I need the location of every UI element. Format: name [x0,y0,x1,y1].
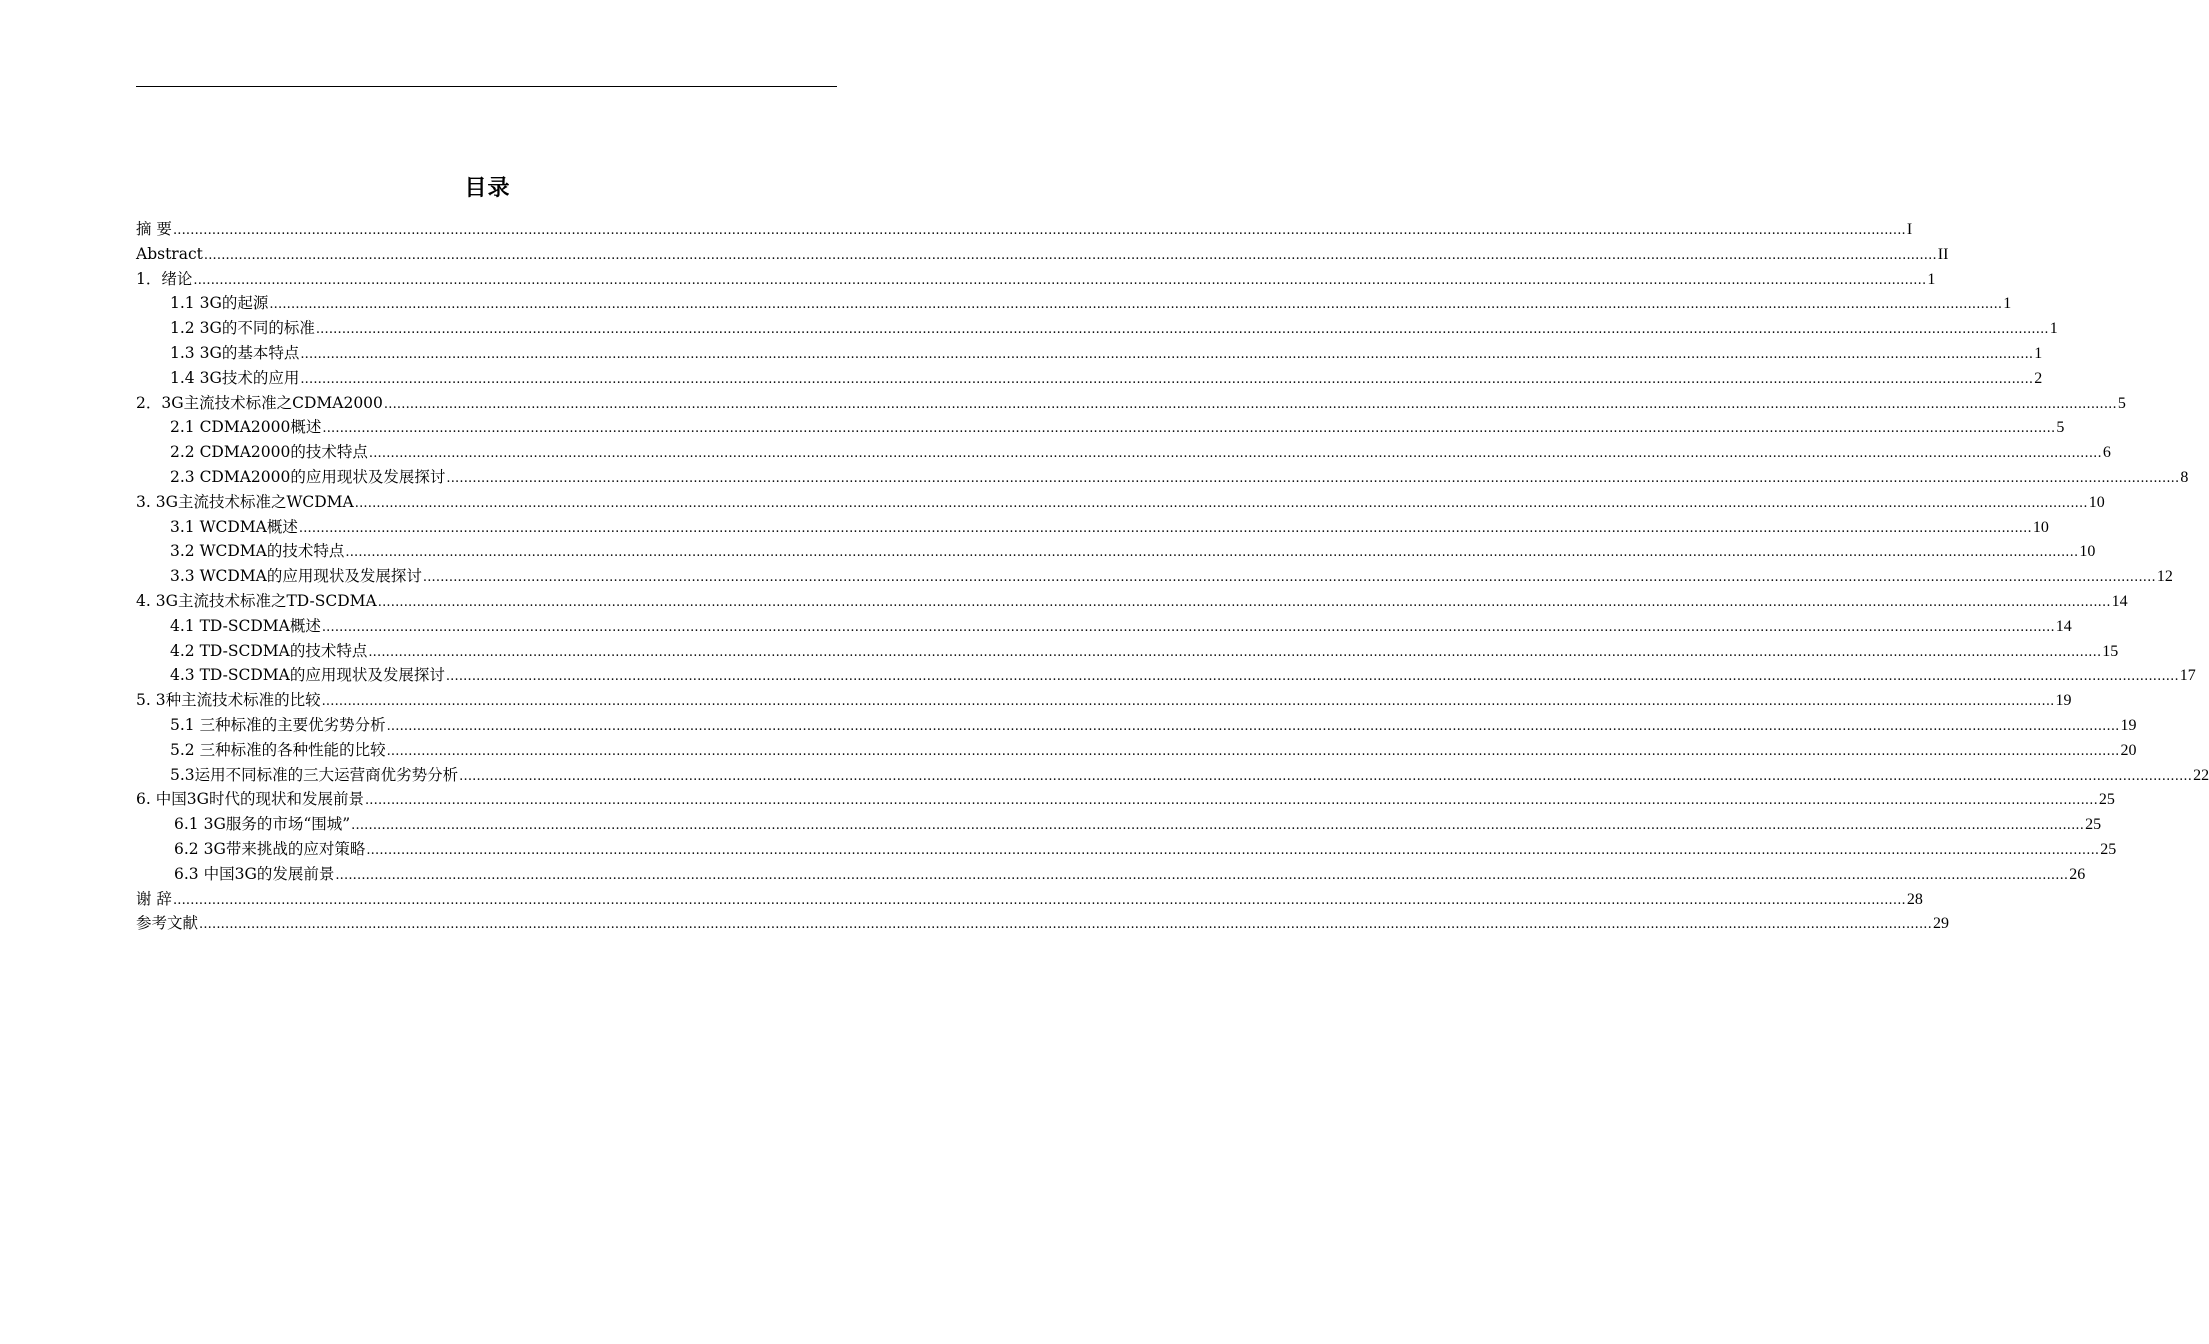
toc-entry[interactable] [136,763,2209,788]
toc-entry-page: 8 [2180,468,2189,486]
toc-entry-page: 15 [2102,642,2119,660]
toc-dot-leader: ................................................................................................................................................................................................................................................................................................................................................................................................................ [386,743,2120,759]
toc-entry-label: 3.2 WCDMA的技术特点 [170,542,345,561]
toc-entry[interactable] [136,291,2012,316]
toc-dot-leader: ................................................................................................................................................................................................................................................................................................................................................................................................................ [351,818,2085,834]
toc-entry-label: 6.1 3G服务的市场“围城” [174,815,351,834]
toc-entry-page: 10 [2088,493,2105,511]
toc-dot-leader: ................................................................................................................................................................................................................................................................................................................................................................................................................ [172,223,1906,238]
toc-entry-label: 5.2 三种标准的各种性能的比较 [170,740,386,759]
toc-entry-page: 1 [2003,295,2012,313]
toc-entry-page: I [1906,221,1913,238]
toc-entry-page: 29 [1932,915,1949,933]
toc-entry-label: 3.1 WCDMA概述 [170,517,298,536]
toc-entry[interactable] [136,862,2086,887]
toc-entry-label: 2.3 CDMA2000的应用现状及发展探讨 [170,467,446,486]
toc-entry-page: 10 [2032,518,2049,536]
toc-entry-page: 1 [2034,344,2043,362]
toc-dot-leader: ................................................................................................................................................................................................................................................................................................................................................................................................................ [386,718,2120,734]
toc-dot-leader: ................................................................................................................................................................................................................................................................................................................................................................................................................ [345,545,2079,561]
toc-entry-label: 1.2 3G的不同的标准 [170,319,315,338]
toc-entry-page: 12 [2156,568,2173,586]
toc-dot-leader: ................................................................................................................................................................................................................................................................................................................................................................................................................ [298,520,2032,536]
toc-entry-page: 1 [2049,320,2058,338]
toc-entry[interactable] [136,267,1936,292]
toc-entry-page: 22 [2193,766,2209,784]
toc-entry-page: 1 [1927,270,1936,288]
toc-title: 目录 [464,176,511,201]
toc-entry-page: 17 [2179,667,2196,685]
toc-entry-label: 1.4 3G技术的应用 [170,368,300,387]
toc-entry[interactable] [136,663,2196,688]
toc-entry-page: 19 [2055,692,2072,710]
toc-entry-label: 摘 要 [136,220,172,238]
toc-entry[interactable] [136,391,2126,416]
toc-entry-label: 参考文献 [136,914,199,933]
toc-dot-leader: ................................................................................................................................................................................................................................................................................................................................................................................................................ [322,421,2056,437]
toc-dot-leader: ................................................................................................................................................................................................................................................................................................................................................................................................................ [368,446,2102,462]
toc-entry[interactable] [136,465,2189,490]
toc-entry-page: 6 [2102,444,2111,462]
toc-entry-label: 2.1 CDMA2000概述 [170,418,322,437]
toc-entry[interactable] [136,415,2065,440]
toc-dot-leader: ................................................................................................................................................................................................................................................................................................................................................................................................................ [269,297,2003,313]
toc-entry[interactable] [136,440,2111,465]
toc-entry-page: 28 [1906,890,1923,908]
toc-entry[interactable] [136,688,2072,713]
toc-dot-leader: ................................................................................................................................................................................................................................................................................................................................................................................................................ [368,644,2102,660]
toc-entry-label: 5. 3种主流技术标准的比较 [136,691,321,710]
toc-entry-label: 1．绪论 [136,269,193,288]
toc-dot-leader: ................................................................................................................................................................................................................................................................................................................................................................................................................ [203,247,1937,263]
toc-entry[interactable] [136,738,2137,763]
toc-entry-label: 6. 中国3G时代的现状和发展前景 [136,790,364,809]
toc-dot-leader: ................................................................................................................................................................................................................................................................................................................................................................................................................ [446,470,2180,486]
toc-dot-leader: ................................................................................................................................................................................................................................................................................................................................................................................................................ [172,892,1906,908]
toc-dot-leader: ................................................................................................................................................................................................................................................................................................................................................................................................................ [377,594,2111,610]
toc-entry-label: 5.1 三种标准的主要优劣势分析 [170,715,386,734]
toc-entry[interactable] [136,217,1913,242]
toc-entry[interactable] [136,639,2119,664]
toc-entry-page: 14 [2055,617,2072,635]
toc-entry[interactable] [136,341,2043,366]
toc-entry-label: 2．3G主流技术标准之CDMA2000 [136,393,383,412]
toc-entry-page: 5 [2056,419,2065,437]
toc-entry-page: 19 [2120,716,2137,734]
toc-entry-label: Abstract [136,244,203,263]
toc-entry-label: 3.3 WCDMA的应用现状及发展探讨 [170,567,422,586]
toc-entry[interactable] [136,490,2105,515]
toc-entry[interactable] [136,837,2117,862]
toc-dot-leader: ................................................................................................................................................................................................................................................................................................................................................................................................................ [366,842,2100,858]
toc-entry-label: 4. 3G主流技术标准之TD-SCDMA [136,591,377,610]
toc-entry-label: 1.1 3G的起源 [170,294,269,313]
toc-dot-leader: ................................................................................................................................................................................................................................................................................................................................................................................................................ [364,793,2098,809]
toc-entry-label: 2.2 CDMA2000的技术特点 [170,443,368,462]
toc-dot-leader: ................................................................................................................................................................................................................................................................................................................................................................................................................ [459,768,2193,784]
toc-entry-page: 5 [2117,394,2126,412]
toc-entry-page: 2 [2034,369,2043,387]
toc-entry[interactable] [136,887,1923,912]
toc-entry-page: 14 [2111,592,2128,610]
toc-entry[interactable] [136,515,2049,540]
toc-dot-leader: ................................................................................................................................................................................................................................................................................................................................................................................................................ [383,396,2117,412]
toc-entry-page: 25 [2085,816,2102,834]
toc-dot-leader: ................................................................................................................................................................................................................................................................................................................................................................................................................ [199,917,1932,933]
toc-entry-label: 5.3运用不同标准的三大运营商优劣势分析 [170,765,459,784]
toc-entry[interactable] [136,787,2115,812]
toc-dot-leader: ................................................................................................................................................................................................................................................................................................................................................................................................................ [335,867,2069,883]
toc-entry-label: 6.3 中国3G的发展前景 [174,864,335,883]
header-rule [136,86,837,87]
toc-entry-label: 6.2 3G带来挑战的应对策略 [174,839,366,858]
toc-dot-leader: ................................................................................................................................................................................................................................................................................................................................................................................................................ [321,619,2055,635]
toc-entry-page: 25 [2098,791,2115,809]
toc-entry[interactable] [136,589,2128,614]
toc-entry-label: 4.1 TD-SCDMA概述 [170,616,321,635]
toc-entry-page: II [1937,245,1949,263]
toc-entry[interactable] [136,242,1949,267]
toc-dot-leader: ................................................................................................................................................................................................................................................................................................................................................................................................................ [315,322,2049,338]
toc-entry[interactable] [136,713,2137,738]
toc-entry[interactable] [136,614,2072,639]
toc-dot-leader: ................................................................................................................................................................................................................................................................................................................................................................................................................ [193,272,1927,288]
toc-entry-label: 1.3 3G的基本特点 [170,343,300,362]
toc-entry[interactable] [136,316,2058,341]
toc-entry-page: 26 [2069,865,2086,883]
toc-entry[interactable] [136,812,2102,837]
toc-dot-leader: ................................................................................................................................................................................................................................................................................................................................................................................................................ [300,371,2034,387]
toc-dot-leader: ................................................................................................................................................................................................................................................................................................................................................................................................................ [321,694,2055,710]
toc-entry[interactable] [136,366,2043,391]
toc-entry[interactable] [136,564,2173,589]
toc-entry-label: 4.2 TD-SCDMA的技术特点 [170,641,368,660]
toc-entry-label: 4.3 TD-SCDMA的应用现状及发展探讨 [170,666,445,685]
table-of-contents [136,217,2209,936]
toc-entry-label: 谢 辞 [136,889,172,908]
toc-dot-leader: ................................................................................................................................................................................................................................................................................................................................................................................................................ [422,570,2156,586]
toc-entry[interactable] [136,539,2096,564]
toc-entry-page: 10 [2079,543,2096,561]
toc-dot-leader: ................................................................................................................................................................................................................................................................................................................................................................................................................ [300,346,2034,362]
toc-entry-page: 25 [2100,840,2117,858]
toc-dot-leader: ................................................................................................................................................................................................................................................................................................................................................................................................................ [354,495,2088,511]
toc-entry-label: 3. 3G主流技术标准之WCDMA [136,492,354,511]
toc-entry-page: 20 [2120,741,2137,759]
toc-dot-leader: ................................................................................................................................................................................................................................................................................................................................................................................................................ [445,669,2179,685]
toc-entry[interactable] [136,911,1949,936]
